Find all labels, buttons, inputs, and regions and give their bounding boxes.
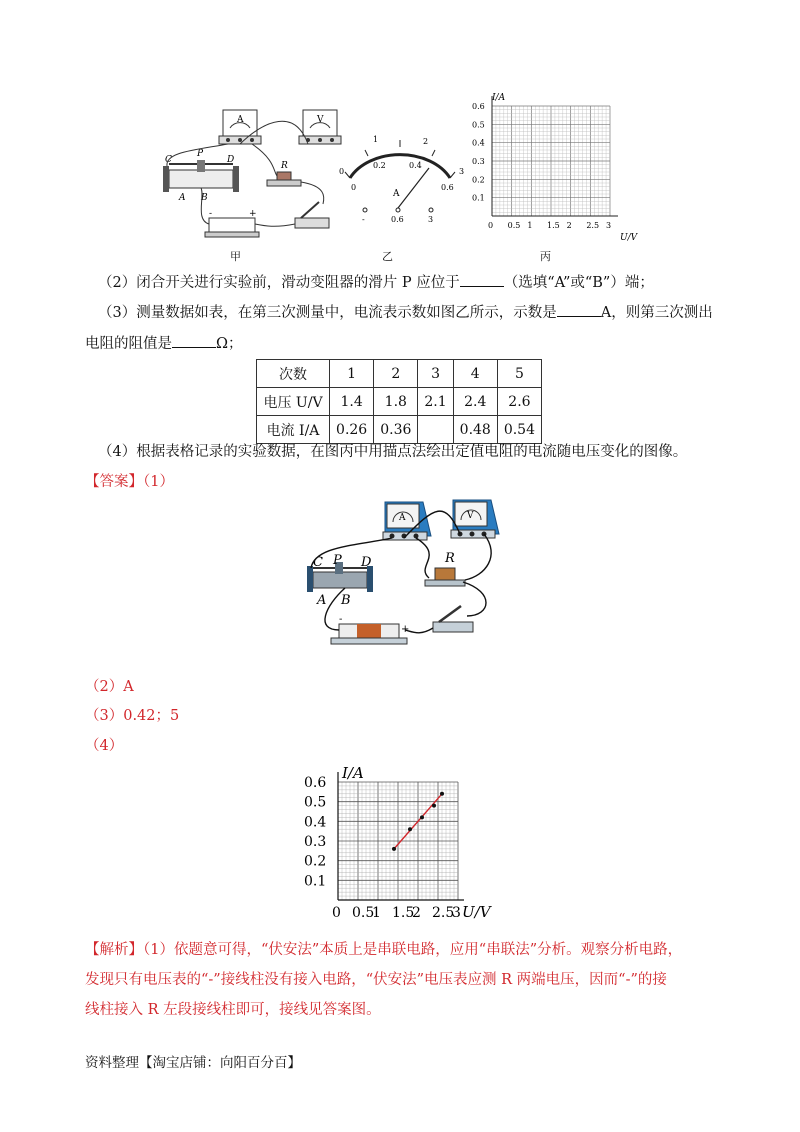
table-cell: 0.36 [374,416,418,444]
grid-ytick-label: 0.6 [472,102,485,111]
chart-ylabel: I/A [342,764,364,782]
table-cell: 3 [418,360,453,388]
grid-xtick-label: 1.5 [547,221,560,230]
chart-xtick-label: 0.5 [352,905,375,920]
table-cell: 1 [330,360,374,388]
voltmeter-icon [451,500,499,538]
switch-icon [433,606,473,632]
answer-part-3: （3）0.42；5 [85,708,180,724]
dial-top-2: 2 [423,137,429,146]
label-r: R [281,161,288,171]
answer-chart-svg [300,760,500,920]
question-2-post: （选填“A”或“B”）端； [503,275,654,291]
figure-yi [335,130,465,235]
table-cell: 电压 U/V [257,388,330,416]
analysis-line-3: 线柱接入 R 左段接线柱即可，接线见答案图。 [85,1002,381,1018]
table-cell: 1.8 [374,388,418,416]
table-cell: 0.48 [453,416,497,444]
dial-needle [398,168,429,208]
answer-label-r: R [445,551,455,566]
table-cell: 次数 [257,360,330,388]
dial-bottom-04: 0.4 [409,161,422,170]
dial-top-0: 0 [339,167,345,176]
grid-xtick-label: 1 [527,221,533,230]
answer-label-plus: + [401,624,410,635]
label-p: P [197,149,204,159]
table-cell: 电流 I/A [257,416,330,444]
question-3 [98,302,713,323]
table-row [257,388,542,416]
figure-jia [155,100,345,260]
table-row [257,416,542,444]
table-cell: 4 [453,360,497,388]
dial-symbol: A [393,189,400,199]
answer-part-4: （4） [85,738,124,754]
ammeter-symbol: A [237,115,244,125]
grid-xtick-label: 0.5 [507,221,521,230]
question-2 [98,272,654,293]
figure-bing-caption: 丙 [540,250,551,263]
grid-ytick-label: 0.1 [472,193,485,203]
label-minus: - [209,209,213,219]
chart-xtick-label: 1.5 [392,905,415,920]
question-3-line2-pre: 电阻的阻值是 [85,336,172,352]
chart-ytick-label: 0.5 [304,794,327,811]
answer-voltmeter-symbol: V [467,511,474,521]
table-cell [418,416,453,444]
dial-bottom-0: 0 [351,183,357,192]
circuit-jia-diagram [155,100,345,260]
chart-ytick-label: 0.2 [304,853,327,870]
chart-xtick-label: 0 [332,905,341,920]
table-cell: 1.4 [330,388,374,416]
answer-circuit-diagram [305,496,505,652]
grid-lines [492,106,610,216]
data-point [420,815,424,819]
chart-grid [338,782,458,900]
terminal-3: 3 [428,215,434,224]
question-3-pre: （3）测量数据如表，在第三次测量中，电流表示数如图乙所示，示数是 [98,305,557,321]
chart-xtick-label: 3 [452,905,461,920]
label-d: D [227,155,235,165]
blank-3b[interactable] [172,333,216,348]
data-point [408,827,412,831]
data-point [392,847,396,851]
dial-bottom-06: 0.6 [441,183,454,192]
label-b: B [201,193,208,203]
table-cell: 0.26 [330,416,374,444]
answer-chart [300,760,500,920]
chart-ytick-label: 0.6 [304,775,327,791]
data-point [432,804,436,808]
table-cell: 5 [497,360,541,388]
answer-label-p: P [333,553,342,568]
answer-label-c: C [313,555,323,570]
battery-icon [205,218,259,237]
grid-ytick-label: 0.4 [472,138,485,148]
table-cell: 2.1 [418,388,453,416]
answer-ammeter-symbol: A [399,513,406,523]
table-cell: 2 [374,360,418,388]
footer-note: 资料整理【淘宝店铺：向阳百分百】 [85,1055,301,1071]
answer-circuit-figure [305,496,505,652]
data-point [440,792,444,796]
answer-label-a: A [317,593,327,608]
chart-xtick-label: 2 [412,905,421,920]
resistor-icon [267,172,301,186]
answer-label: 【答案】 [85,474,143,490]
question-4: （4）根据表格记录的实验数据，在图丙中用描点法绘出定值电阻的电流随电压变化的图像。 [98,444,688,460]
switch-icon [295,202,329,228]
table-cell: 2.6 [497,388,541,416]
answer-label-b: B [341,593,351,608]
voltmeter-symbol: V [317,115,324,125]
chart-ytick-label: 0.1 [304,873,327,890]
chart-xtick-label: 2.5 [432,905,455,920]
grid-ylabel: I/A [492,93,506,103]
chart-xlabel: U/V [462,903,491,920]
dial-top-1: 1 [373,135,379,144]
grid-xtick-label: 3 [606,221,612,230]
question-3-line2-post: Ω； [216,336,243,352]
blank-2[interactable] [460,272,504,287]
blank-3a[interactable] [557,302,601,317]
table-cell: 2.4 [453,388,497,416]
label-plus: + [249,209,257,219]
chart-ytick-label: 0.3 [304,834,327,850]
figure-jia-caption: 甲 [230,250,241,263]
answer-heading [85,472,174,492]
empty-graph-grid [470,88,650,248]
table-cell: 0.54 [497,416,541,444]
question-2-pre: （2）闭合开关进行实验前，滑动变阻器的滑片 P 应位于 [98,275,460,291]
chart-ytick-label: 0.4 [304,814,327,831]
ammeter-dial [335,130,465,235]
label-a: A [179,193,186,203]
question-3-line2 [85,333,243,354]
dial-top-3: 3 [459,167,465,176]
grid-xtick-label: 2 [566,221,572,230]
figure-yi-caption: 乙 [382,250,393,263]
grid-ytick-label: 0.5 [472,120,485,130]
label-c: C [165,155,172,165]
dial-bottom-02: 0.2 [373,161,386,170]
grid-ytick-label: 0.3 [472,157,485,166]
terminal-minus: - [362,215,365,224]
data-table [256,359,542,444]
grid-ytick-label: 0.2 [472,175,485,185]
grid-xtick-label: 2.5 [586,221,600,230]
resistor-icon [425,568,465,586]
answer-label-minus: - [339,614,343,625]
battery-icon [331,624,410,644]
terminal-06: 0.6 [391,215,404,224]
question-3-mid: A，则第三次测出 [600,305,713,321]
analysis-line-2: 发现只有电压表的“-”接线柱没有接入电路，“伏安法”电压表应测 R 两端电压，因而“-”的接 [85,972,667,988]
analysis-line-1: 【解析】（1）依题意可得，“伏安法”本质上是串联电路，应用“串联法”分析。观察分析电路， [85,942,683,958]
grid-xlabel: U/V [620,233,638,243]
answer-part-2: （2）A [85,679,134,695]
table-header-row [257,360,542,388]
answer-part-1: （1） [143,474,174,490]
answer-label-d: D [361,555,372,570]
chart-xtick-label: 1 [372,905,381,920]
figure-bing [470,88,650,248]
grid-xtick-label: 0 [488,221,494,230]
